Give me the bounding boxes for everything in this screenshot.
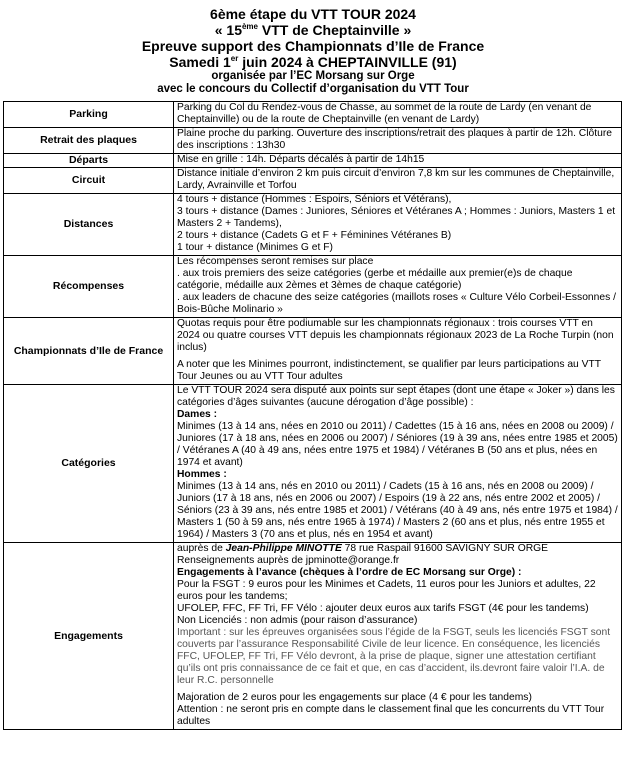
label-departs: Départs xyxy=(4,154,174,168)
categories-dames-title: Dames : xyxy=(177,409,218,420)
categories-hommes-title: Hommes : xyxy=(177,469,227,480)
row-plaques xyxy=(4,128,622,154)
categories-hommes: Minimes (13 à 14 ans, nés en 2010 ou 2011) / Cadets (15 à 16 ans, nés en 2008 ou 2009) / Juniors (17 à 18 ans, nés en 2006 ou 2007) / Espoirs (19 à 22 ans, nés entre 2002 et 2005) / Séniors (23 à 39 ans, nés entre 1985 et 2001) / Vétérans (40 à 49 ans, nés entre 1975 et 1984) / Masters 1 (50 à 59 ans, nés entre 1965 à 1974) / Masters 2 (60 ans et plus, nés entre 1955 et 1964) / Masters 3 (70 ans et plus, nés en 1954 et avant) xyxy=(177,481,618,540)
categories-dames: Minimes (13 à 14 ans, nées en 2010 ou 2011) / Cadettes (15 à 16 ans, nées en 2008 ou 2009) / Juniores (17 à 18 ans, nées en 2006 ou 2007) / Séniores (19 à 39 ans, nées entre 1985 et 2005) / Vétéranes A (40 à 49 ans, nées entre 1975 et 1984) / Vétéranes B (50 ans et plus, nées en 1974 et avant) xyxy=(177,421,618,468)
label-parking: Parking xyxy=(4,102,174,128)
engagements-info: Renseignements auprès de jpminotte@orange.fr xyxy=(177,555,400,566)
header-collective: avec le concours du Collectif d’organisation du VTT Tour xyxy=(157,83,469,95)
row-championnats xyxy=(4,318,622,385)
info-table xyxy=(3,101,622,730)
value-recompenses xyxy=(174,256,622,318)
value-engagements xyxy=(174,543,622,730)
label-distances: Distances xyxy=(4,194,174,256)
distance-line: 1 tour + distance (Minimes G et F) xyxy=(177,242,333,253)
engagements-majoration: Majoration de 2 euros pour les engagements sur place (4 € pour les tandems) xyxy=(177,692,532,703)
value-distances xyxy=(174,194,622,256)
engagements-advance-title: Engagements à l’avance (chèques à l’ordre de EC Morsang sur Orge) : xyxy=(177,567,522,578)
value-departs: Mise en grille : 14h. Départs décalés à partir de 14h15 xyxy=(174,154,622,168)
label-categories: Catégories xyxy=(4,385,174,543)
engagements-important: Important : sur les épreuves organisées sous l’égide de la FSGT, seuls les licenciés FSGT sont couverts par l’assurance Responsabilité Civile de leur licence. En conséquence, les licenciés FFC, UFOLEP, FF Tri, FF Vélo devront, à la prise de plaque, signer une attestation certifiant qu’ils ont pris connaissance de ce fait et que, en cas d’accident, ils.devront faire valoir l’I.A. de leur R.C. personnelle xyxy=(177,627,611,686)
header-date-place: Samedi 1er juin 2024 à CHEPTAINVILLE (91) xyxy=(169,54,457,70)
recompense-line: . aux leaders de chacune des seize catégories (maillots roses « Culture Vélo Corbeil-Essonnes / Bois-Bûche Molinario » xyxy=(177,292,616,315)
header-event-name: « 15ème VTT de Cheptainville » xyxy=(214,22,412,38)
label-circuit: Circuit xyxy=(4,168,174,194)
label-engagements: Engagements xyxy=(4,543,174,730)
engagements-attention: Attention : ne seront pris en compte dans le classement final que les concurrents du VTT Tour adultes xyxy=(177,704,605,727)
header-championship: Epreuve support des Championnats d’Ile de France xyxy=(141,38,485,54)
label-championnats: Championnats d’Ile de France xyxy=(4,318,174,385)
distance-line: 3 tours + distance (Dames : Juniores, Séniores et Vétéranes A ; Hommes : Juniors, Masters 1 et Masters 2 + Tandems), xyxy=(177,206,616,229)
header-title: 6ème étape du VTT TOUR 2024 xyxy=(210,6,416,22)
row-distances xyxy=(4,194,622,256)
contact-name: Jean-Philippe MINOTTE xyxy=(225,543,342,554)
row-departs xyxy=(4,154,622,168)
value-championnats xyxy=(174,318,622,385)
document-header xyxy=(0,0,626,96)
value-categories xyxy=(174,385,622,543)
row-categories xyxy=(4,385,622,543)
distance-line: 2 tours + distance (Cadets G et F + Féminines Vétéranes B) xyxy=(177,230,452,241)
engagements-contact: auprès de Jean-Philippe MINOTTE 78 rue Raspail 91600 SAVIGNY SUR ORGE xyxy=(177,543,549,554)
label-plaques: Retrait des plaques xyxy=(4,128,174,154)
header-organizer: organisée par l’EC Morsang sur Orge xyxy=(211,70,415,82)
value-parking: Parking du Col du Rendez-vous de Chasse, au sommet de la route de Lardy (en venant de Cheptainville) ou de la route de Cheptainville (en venant de Lardy) xyxy=(174,102,622,128)
engagements-other-fed: UFOLEP, FFC, FF Tri, FF Vélo : ajouter deux euros aux tarifs FSGT (4€ pour les tandems) xyxy=(177,603,589,614)
championnats-quotas: Quotas requis pour être podiumable sur les championnats régionaux : trois courses VTT en 2024 ou quatre courses VTT depuis les championnats régionaux 2023 de La Roche Turpin (non inclus) xyxy=(177,318,614,353)
row-recompenses xyxy=(4,256,622,318)
distance-line: 4 tours + distance (Hommes : Espoirs, Séniors et Vétérans), xyxy=(177,194,452,205)
recompense-line: Les récompenses seront remises sur place xyxy=(177,256,374,267)
row-engagements xyxy=(4,543,622,730)
categories-intro: Le VTT TOUR 2024 sera disputé aux points sur sept étapes (dont une étape « Joker ») dans les catégories d’âges suivantes (aucune dérogation d’âge possible) : xyxy=(177,385,615,408)
value-circuit: Distance initiale d’environ 2 km puis circuit d’environ 7,8 km sur les communes de Cheptainville, Lardy, Avrainville et Torfou xyxy=(174,168,622,194)
row-parking xyxy=(4,102,622,128)
value-plaques: Plaine proche du parking. Ouverture des inscriptions/retrait des plaques à partir de 12h. Clôture des inscriptions : 13h30 xyxy=(174,128,622,154)
row-circuit xyxy=(4,168,622,194)
engagements-non-licencies: Non Licenciés : non admis (pour raison d’assurance) xyxy=(177,615,418,626)
engagements-fsgt: Pour la FSGT : 9 euros pour les Minimes et Cadets, 11 euros pour les Juniors et adultes, 22 euros pour les tandems; xyxy=(177,579,596,602)
championnats-minimes-note: A noter que les Minimes pourront, indistinctement, se qualifier par leurs participations au VTT Tour Jeunes ou au VTT Tour adultes xyxy=(177,359,601,382)
label-recompenses: Récompenses xyxy=(4,256,174,318)
recompense-line: . aux trois premiers des seize catégories (gerbe et médaille aux premier(e)s de chaque catégorie, médaille aux 2èmes et 3èmes de chaque catégorie) xyxy=(177,268,573,291)
